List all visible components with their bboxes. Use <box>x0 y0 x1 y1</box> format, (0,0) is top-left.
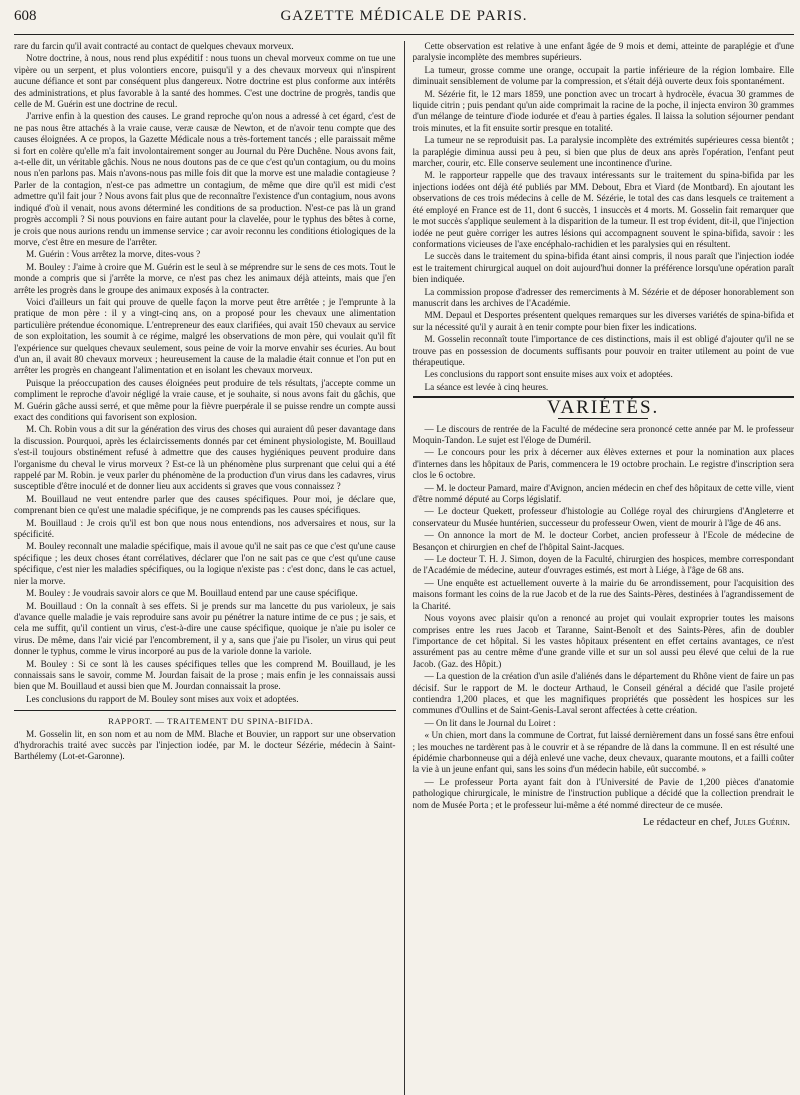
signature-prefix: Le rédacteur en chef, <box>642 817 732 828</box>
journal-title: GAZETTE MÉDICALE DE PARIS. <box>280 8 528 24</box>
section-divider <box>14 710 396 711</box>
paragraph: M. Bouillaud : On la connaît à ses effets. Si je prends sur ma lancette du pus varioleux, je sais d'avance quelle maladie je vais reproduire sans avoir pu pénétrer la nature intime de ce pus ; je sais, et cela me suffit, qu'il contient un virus, c'est-à-dire une cause spécifique, quoique je n'aie pu isoler ce virus. De même, dans l'air vicié par l'encombrement, il y a, sans que j'aie pu l'isoler, un virus qui peut donner le typhus, comme le virus incorporé au pus de la variole donne la variole. <box>14 600 396 657</box>
paragraph: Les conclusions du rapport sont ensuite mises aux voix et adoptées. <box>424 369 673 380</box>
paragraph: — Le discours de rentrée de la Faculté de médecine sera prononcé cette année par M. le professeur Moquin-Tandon. Le sujet est l'éloge de Duméril. <box>412 423 794 445</box>
paragraph: Nous voyons avec plaisir qu'on a renoncé au projet qui voulait exproprier toutes les maisons comprises entre les rues Jacob et Taranne, Saint-Benoît et des Saints-Pères, afin de doubler l'importance de cet hôpital. Si les vastes hôpitaux présentent en effet certains avantages, ce n'est assurément pas au centre même d'une grande ville et sur un sol aussi peu élevé que celui de la rue Jacob. (Gaz. des Hôpit.) <box>412 613 794 669</box>
paragraph: — Le docteur T. H. J. Simon, doyen de la Faculté, chirurgien des hospices, membre correspondant de l'Académie de médecine, auteur d'ouvrages estimés, est mort à Liége, à l'âge de 68 ans. <box>412 554 794 576</box>
paragraph: M. le rapporteur rappelle que des travaux intéressants sur le traitement du spina-bifida par les injections iodées ont déjà été publiés par MM. Debout, Ebra et Viard (de Montbard). En ajoutant les observations de ces trois médecins à celle de M. Sézérie, le total des cas dans lesquels ce traitement a été employé en France est de 11, dont 6 succès, 1 insuccès et 4 morts. M. Gosselin fait remarquer que le mot succès s'applique seulement à la disparition de la tumeur. Il est trop évident, dit-il, que l'injection iodée ne peut guère corriger les autres lésions qui accompagnent souvent le spina-bifida, savoir : les conformations vicieuses de l'axe encéphalo-rachidien et les paralysies qui en résultent. <box>412 170 794 249</box>
signature-name: Jules Guérin. <box>734 817 790 828</box>
signature <box>413 817 795 828</box>
paragraph: M. Gosselin lit, en son nom et au nom de MM. Blache et Bouvier, un rapport sur une observation d'hydrorachis traité avec succès par l'injection iodée, par M. le docteur Sézérie, médecin à Saint-Barthélemy (Lot-et-Garonne). <box>14 728 396 762</box>
column-separator <box>404 41 405 1095</box>
paragraph: La tumeur ne se reproduisit pas. La paralysie incomplète des extrémités supérieures cessa bientôt ; la paraplégie diminua aussi peu à peu, si bien que plus de deux ans après l'opération, l'enfant peut marcher, courir, etc. Elle conserve seulement une incontinence d'urine. <box>412 135 794 169</box>
paragraph: La commission propose d'adresser des remerciments à M. Sézérie et de déposer honorablement son manuscrit dans les archives de l'Académie. <box>412 286 794 308</box>
varietes-title: VARIÉTÉS. <box>547 397 660 419</box>
paragraph: MM. Depaul et Desportes présentent quelques remarques sur les diverses variétés de spina-bifida et sur la nécessité qu'il y aurait à en tenir compte pour bien fixer les indications. <box>412 310 794 332</box>
section-paragraphs <box>14 729 396 763</box>
right-paragraphs <box>413 41 795 393</box>
paragraph: La tumeur, grosse comme une orange, occupait la partie inférieure de la région lombaire. Elle diminuait sensiblement de volume par la compression, et s'était déjà ouverte deux fois spontanément. <box>412 64 794 87</box>
right-column <box>413 41 795 1095</box>
left-column <box>14 41 396 1095</box>
paragraph: — La question de la création d'un asile d'aliénés dans le département du Rhône vient de faire un pas décisif. Sur le rapport de M. le docteur Arthaud, le Conseil général a décidé que l'asile projeté contiendra 1,200 places, et que les magnifiques propriétés que possèdent les hospices sur les communes d'Oullins et de Saint-Genis-Laval seront affectées à cette création. <box>412 671 794 716</box>
paragraph: M. Ch. Robin vous a dit sur la génération des virus des choses qui auraient dû peser davantage dans la discussion. Pourquoi, après les éclaircissements donnés par cet éminent physiologiste, M. Bouillaud s'est-il toujours obstinément refusé à admettre que des causes hygiéniques peuvent produire dans l'organisme du cheval le virus morveux ? Est-ce là un phénomène plus surprenant que celui qui a été rappelé par M. Robin. je veux parler du phénomène de la production d'un virus dans les cadavres, virus susceptible d'être inoculé et de donner lieu aux accidents si graves que vous connaissez ? <box>14 424 396 492</box>
paragraph: rare du farcin qu'il avait contracté au contact de quelques chevaux morveux. <box>14 41 294 51</box>
paragraph: — Le professeur Porta ayant fait don à l'Université de Pavie de 1,200 pièces d'anatomie pathologique chirurgicale, le ministre de l'instruction publique a décidé que la collection prendrait le nom de Musée Porta ; et le professeur lui-même a été nommé directeur de ce musée. <box>412 776 794 810</box>
varietes-paragraphs <box>413 424 795 811</box>
paragraph: J'arrive enfin à la question des causes. Le grand reproche qu'on nous a adressé à cet égard, c'est de ne pas nous être attachés à la vraie cause, veræ causæ de Newton, et de n'avoir tenu compte que des causes éloignées. A ce propos, la Gazette Médicale nous a très-fortement tancés ; elle paraissait même si fort en colère qu'elle m'a fait involontairement songer au Journal du Père Duchêne. Nous avons fait, a-t-elle dit, un véritable gâchis. Nous ne nous doutons pas de ce que c'est qu'un contagium, ou du moins nous n'en parlons pas. Mais n'avons-nous pas mille fois dit que la morve est une maladie contagieuse ? Parler de la contagion, n'est-ce pas admettre un contagium, de même que dire qu'il est midi c'est admettre qu'il fait jour ? Nous avons fait plus que de reconnaître l'existence d'un contagium, nous avons indiqué d'où il venait, nous avons déterminé les conditions de sa production. N'est-ce pas là un grand progrès accompli ? Si nous pouvions en faire autant pour la clavelée, pour le typhus des bêtes à corne, je crois que nous aurions rendu un immense service ; car avoir reconnu les conditions étiologiques de la morve, c'est être en mesure de l'arrêter. <box>14 111 396 247</box>
paragraph: M. Guérin : Vous arrêtez la morve, dites-vous ? <box>26 249 201 260</box>
paragraph: Notre doctrine, à nous, nous rend plus expéditif : nous tuons un cheval morveux comme on tue une vipère ou un serpent, et plus volontiers encore, puisqu'il y a des chevaux morveux qui n'inspirent aucune défiance et sont par conséquent plus dangereux. Notre doctrine est plus conforme aux intérêts des administrations, et plus favorable à la santé des hommes. C'est une doctrine de progrès, tandis que celle de M. Guérin est une doctrine de recul. <box>14 53 396 110</box>
paragraph: M. Bouillaud : Je crois qu'il est bon que nous nous entendions, nos adversaires et nous, sur la spécificité. <box>14 517 396 540</box>
paragraph: M. Bouley : Si ce sont là les causes spécifiques telles que les comprend M. Bouillaud, je les connaissais sans le savoir, comme M. Jourdan faisait de la prose ; mais enfin je les connaissais aussi bien que M. Bouillaud et aussi bien que M. Jourdan connaissait la prose. <box>14 658 396 692</box>
paragraph: M. Bouley : J'aime à croire que M. Guérin est le seul à se méprendre sur le sens de ces mots. Tout le monde a compris que si j'arrête la morve, ce n'est pas chez les animaux déjà atteints, mais que j'en arrête les progrès dans le groupe des animaux exposés à la contracter. <box>14 261 396 295</box>
paragraph: Le succès dans le traitement du spina-bifida étant ainsi compris, il nous paraît que l'injection iodée est le traitement chirurgical auquel on doit aujourd'hui donner la préférence lorsqu'une opération paraît bien indiquée. <box>412 251 794 285</box>
left-paragraphs <box>14 41 396 705</box>
section-title: RAPPORT. — TRAITEMENT DU SPINA-BIFIDA. <box>108 716 314 727</box>
paragraph: M. Bouley reconnaît une maladie spécifique, mais il avoue qu'il ne sait pas ce que c'est qu'une cause spécifique ; les deux choses étant corrélatives, déclarer que l'on ne sait pas ce que c'est qu'une cause spécifique, c'est nier les maladies spécifiques, ou la logique n'existe pas : c'est donc, dans le cas actuel, nier la morve. <box>14 541 396 586</box>
paragraph: — Une enquête est actuellement ouverte à la mairie du 6e arrondissement, pour l'acquisition des maisons formant les coins de la rue Jacob et de la rue des Saints-Pères, destinées à l'agrandissement de la Charité. <box>412 577 794 611</box>
paragraph: — Le docteur Quekett, professeur d'histologie au Collége royal des chirurgiens d'Angleterre et conservateur du Musée huntérien, successeur du professeur Owen, vient de mourir à l'âge de 46 ans. <box>412 506 794 528</box>
paragraph: — On annonce la mort de M. le docteur Corbet, ancien professeur à l'Ecole de médecine de Besançon et chirurgien en chef de l'hôpital Saint-Jacques. <box>412 530 794 552</box>
columns <box>14 41 794 1095</box>
paragraph: La séance est levée à cinq heures. <box>424 381 549 392</box>
paragraph: « Un chien, mort dans la commune de Cortrat, fut laissé dernièrement dans un fossé sans être enfoui ; les mouches ne tardèrent pas à le couvrir et à se répandre de là dans la commune. Il en est résulté une épidémie charbonneuse qui a déjà enlevé une vache, deux chevaux, quarante moutons, et a failli coûter la vie à un jeune enfant qui, sans les soins d'un médecin habile, eût succombé. » <box>412 730 794 775</box>
paragraph: M. Bouillaud ne veut entendre parler que des causes spécifiques. Pour moi, je déclare que, comprenant bien ce qu'est une maladie spécifique, je ne comprends pas les causes spécifiques. <box>14 493 396 516</box>
paragraph: M. Gosselin reconnaît toute l'importance de ces distinctions, mais il est obligé d'ajouter qu'il ne se trouve pas en possession de documents suffisants pour pouvoir en traiter utilement au point de vue thérapeutique. <box>412 334 794 367</box>
paragraph: — M. le docteur Pamard, maire d'Avignon, ancien médecin en chef des hôpitaux de cette ville, vient d'être nommé député au Corps législatif. <box>412 482 794 505</box>
page-number: 608 <box>14 8 37 24</box>
paragraph: M. Sézérie fit, le 12 mars 1859, une ponction avec un trocart à hydrocèle, évacua 30 grammes de liquide citrin ; puis pendant qu'un aide comprimait la racine de la poche, il injecta environ 30 grammes d'un mélange de teinture d'iode iodurée et d'eau à parties égales. Il laissa la solution séjourner pendant trois minutes, et la fit ensuite sortir presque en totalité. <box>412 88 794 133</box>
paragraph: Les conclusions du rapport de M. Bouley sont mises aux voix et adoptées. <box>26 693 299 704</box>
paragraph: Cette observation est relative à une enfant âgée de 9 mois et demi, atteinte de paraplégie et d'une paralysie incomplète des membres supérieurs. <box>412 41 794 63</box>
page-header <box>14 8 794 35</box>
paragraph: M. Bouley : Je voudrais savoir alors ce que M. Bouillaud entend par une cause spécifique. <box>26 588 358 599</box>
paragraph: Puisque la préoccupation des causes éloignées peut produire de tels résultats, j'accepte comme un compliment le reproche d'avoir négligé la vraie cause, et je souhaite, si nous avons fait du gâchis, que M. Guérin gâche aussi serré, et que même pour la fièvre puerpérale il se puisse rendre un compte aussi exact des conditions qui favorisent son explosion. <box>14 377 396 422</box>
paragraph: Voici d'ailleurs un fait qui prouve de quelle façon la morve peut être arrêtée ; je l'emprunte à la pratique de mon père : il y a vingt-cinq ans, on a proposé pour les chevaux une alimentation particulière prétendue économique. L'entrepreneur des eaux clarifiées, qui avait 150 chevaux au service de son exploitation, les soumit à ce régime, malgré les observations de mon père, qui voulait qu'il fît l'expérience sur quelques chevaux seulement, sous peine de voir la morve envahir ses écuries. Au bout d'un an, il avait 80 chevaux morveux ; heureusement la cause de la maladie était connue et l'on put en arrêter les progrès en changeant l'alimentation et en isolant les chevaux morveux. <box>14 296 396 376</box>
paragraph: — On lit dans le Journal du Loiret : <box>424 717 556 728</box>
paragraph: — Le concours pour les prix à décerner aux élèves externes et pour la nomination aux places d'internes dans les hôpitaux de Paris, commencera le 19 octobre prochain. Le registre d'inscription sera clos le 6 octobre. <box>412 447 794 481</box>
